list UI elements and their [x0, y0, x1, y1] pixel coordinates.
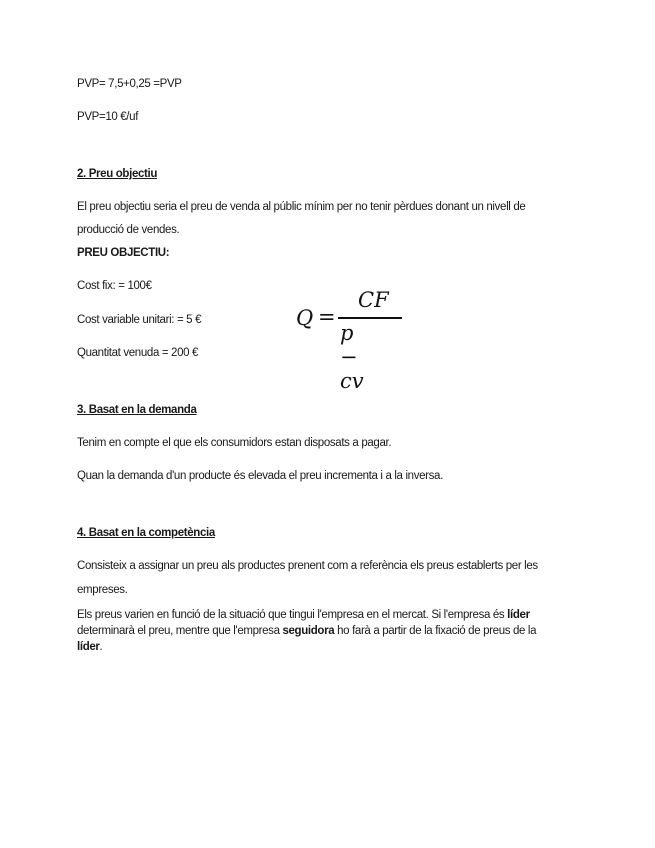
cost-variable-line: Cost variable unitari: = 5 €: [77, 314, 202, 326]
section-heading-demanda: 3. Basat en la demanda: [77, 404, 197, 416]
demanda-paragraph-2: Quan la demanda d'un producte és elevada el preu incrementa i a la inversa.: [77, 470, 443, 482]
preu-objectiu-paragraph: El preu objectiu seria el preu de venda al públic mínim per no tenir pèrdues donant un nivell de: [77, 201, 526, 213]
seguidora-bold: seguidora: [282, 625, 335, 637]
competencia-text-a: Els preus varien en funció de la situació que tingui l'empresa en el mercat. Si l'empresa és: [77, 609, 508, 621]
formula-denominator: p − cv: [340, 321, 364, 393]
cost-fix-line: Cost fix: = 100€: [77, 280, 152, 292]
competencia-paragraph-1: Consisteix a assignar un preu als productes prenent com a referència els preus establerts per les: [77, 560, 538, 572]
lider-bold-2: líder: [77, 641, 100, 653]
formula-numerator: CF: [358, 288, 389, 312]
demanda-paragraph-1: Tenim en compte el que els consumidors estan disposats a pagar.: [77, 437, 392, 449]
competencia-text-g: .: [99, 641, 103, 653]
competencia-paragraph-2: [77, 607, 577, 655]
preu-objectiu-subheading: PREU OBJECTIU:: [77, 247, 170, 259]
quantitat-line: Quantitat venuda = 200 €: [77, 347, 199, 359]
competencia-text-e: ho farà a partir de la fixació de preus de la: [334, 625, 537, 637]
competencia-paragraph-1-cont: empreses.: [77, 584, 128, 596]
section-heading-preu-objectiu: 2. Preu objectiu: [77, 168, 158, 180]
competencia-text-c: determinarà el preu, mentre que l'empresa: [77, 625, 283, 637]
formula-lhs: Q: [296, 306, 314, 330]
section-heading-competencia: 4. Basat en la competència: [77, 527, 215, 539]
pvp-equation-1: PVP= 7,5+0,25 =PVP: [77, 78, 182, 90]
formula-equals: =: [318, 305, 336, 329]
formula-fraction-bar: [338, 317, 402, 319]
preu-objectiu-paragraph-cont: producció de vendes.: [77, 224, 180, 236]
pvp-equation-2: PVP=10 €/uf: [77, 111, 139, 123]
lider-bold-1: líder: [507, 609, 530, 621]
